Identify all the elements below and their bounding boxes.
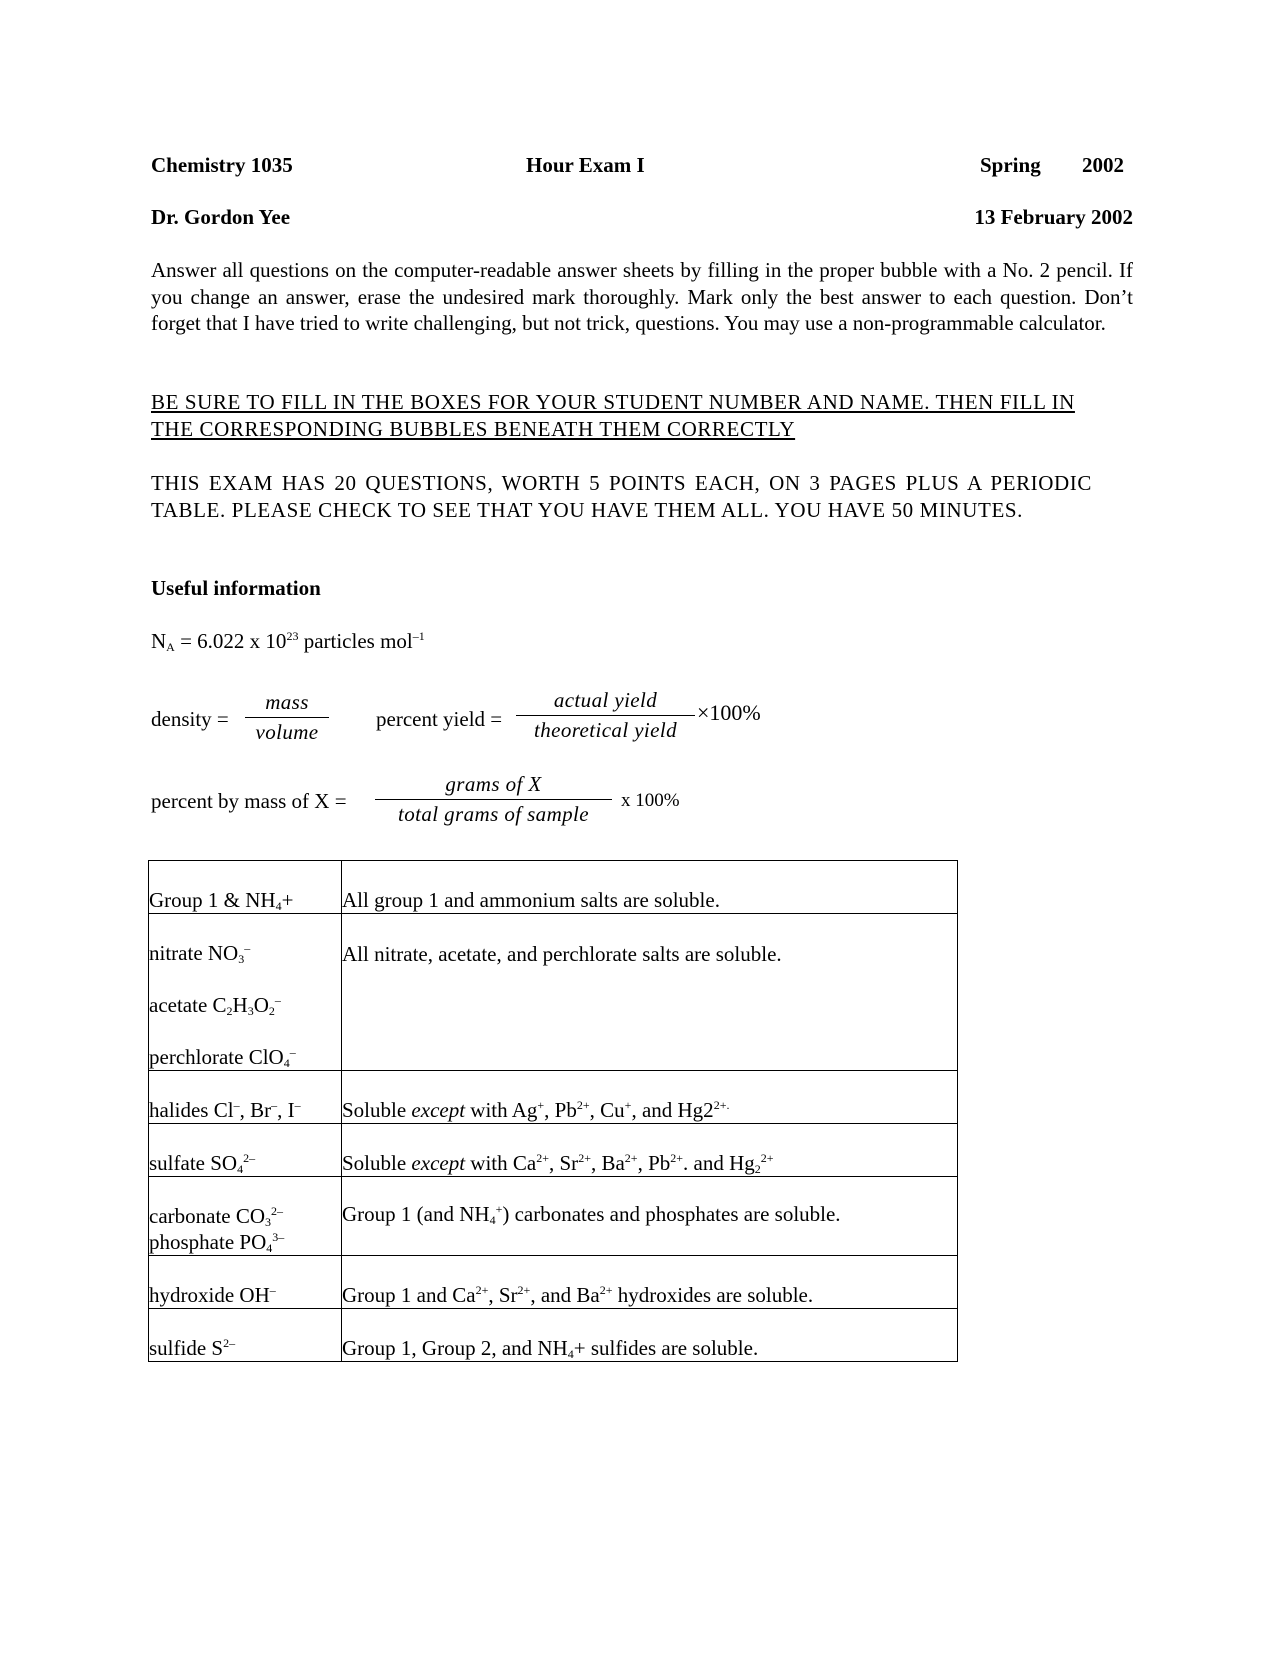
percent-mass-denominator: total grams of sample [398,802,589,826]
exam-length-notice: THIS EXAM HAS 20 QUESTIONS, WORTH 5 POINTS EACH, ON 3 PAGES PLUS A PERIODIC TABLE. PLEASE CHECK TO SEE THAT YOU HAVE THEM ALL. YOU HAVE 50 MINUTES. [151,471,1092,522]
ion-cell [149,861,342,914]
rule-text: Group 1 (and $NH_4^+$) carbonates and phosphates are soluble. [342,1202,841,1227]
rule-text: All group 1 and ammonium salts are soluble. [342,888,720,912]
avogadro-constant [151,628,425,654]
exam-page [151,0,1133,1656]
rule-text: All nitrate, acetate, and perchlorate salts are soluble. [342,942,782,966]
solubility-table [148,860,958,1362]
table-row [149,1071,958,1124]
rule-text: Soluble except with Ag+, $Pb^{2+}$, Cu+, and $Hg2^{2+.}$ [342,1098,730,1122]
table-row [149,861,958,914]
term-year: 2002 [1082,153,1124,177]
table-row [149,1256,958,1309]
density-denominator: volume [255,720,319,744]
table-row [149,914,958,1071]
percent-mass-fraction [375,772,612,826]
ion-label: phosphate $PO_4^{3-}$ [149,1230,285,1255]
exam-title: Hour Exam I [526,153,645,177]
fraction-bar [375,799,612,800]
rule-cell [342,861,958,914]
table-row [149,1124,958,1177]
student-info-notice: BE SURE TO FILL IN THE BOXES FOR YOUR STUDENT NUMBER AND NAME. THEN FILL IN THE CORRESPONDING BUBBLES BENEATH THEM CORRECTLY [151,390,1075,441]
ion-cell [149,1177,342,1256]
ion-label: hydroxide OH– [149,1283,276,1307]
ion-label: Group 1 & $NH_4+$ [149,888,294,913]
ion-label: halides Cl–, Br–, I– [149,1098,301,1122]
density-numerator: mass [265,690,309,714]
avogadro-symbol: N [151,629,167,653]
instructions-paragraph: Answer all questions on the computer-readable answer sheets by filling in the proper bubble with a No. 2 pencil. If you change an answer, erase the undesired mark thoroughly. Mark only the best answer to each question. Don’t forget that I have tried to write challenging, but not trick, questions. You may use a non-programmable calculator. [151,258,1133,335]
ion-label: carbonate $CO_3^{2-}$ [149,1204,284,1229]
percent-yield-numerator: actual yield [553,688,658,712]
density-fraction [245,690,329,744]
exam-date: 13 February 2002 [974,205,1133,229]
percent-yield-label: percent yield = [376,707,503,731]
avogadro-exponent: 23 [286,629,299,643]
table-row [149,1309,958,1362]
ion-cell [149,914,342,1071]
ion-label: nitrate $NO_3^-$ [149,941,251,966]
ion-cell [149,1309,342,1362]
fraction-bar [245,717,329,718]
ion-cell [149,1256,342,1309]
percent-yield-suffix: ×100% [697,700,761,725]
rule-cell [342,1256,958,1309]
ion-label: sulfide $S^{2-}$ [149,1336,236,1360]
term-season: Spring [980,153,1041,177]
ion-cell [149,1071,342,1124]
useful-info-heading: Useful information [151,576,321,600]
rule-text: Soluble except with $Ca^{2+}$, $Sr^{2+}$, $Ba^{2+}$, $Pb^{2+}$. and $Hg_2^{2+}$ [342,1151,774,1176]
ion-label: acetate $C_2H_3O_2^-$ [149,993,281,1018]
percent-yield-fraction [516,688,695,742]
instructor-name: Dr. Gordon Yee [151,205,291,229]
ion-label: sulfate $SO_4^{2-}$ [149,1151,256,1176]
course-title: Chemistry 1035 [151,153,293,177]
table-row [149,1177,958,1256]
rule-cell [342,1071,958,1124]
ion-cell [149,1124,342,1177]
percent-mass-label: percent by mass of X = [151,789,347,813]
rule-text: Group 1, Group 2, and $NH_4+$ sulfides are soluble. [342,1336,759,1361]
rule-cell [342,1309,958,1362]
rule-cell [342,1177,958,1256]
fraction-bar [516,715,695,716]
percent-yield-denominator: theoretical yield [533,718,678,742]
ion-label: perchlorate ClO$_4$– [149,1045,296,1070]
density-label: density = [151,707,229,731]
avogadro-subscript: A [166,640,175,654]
rule-text: Group 1 and $Ca^{2+}$, $Sr^{2+}$, and $Ba^{2+}$ hydroxides are soluble. [342,1283,814,1307]
rule-cell [342,914,958,1071]
rule-cell [342,1124,958,1177]
percent-mass-numerator: grams of X [445,772,542,796]
avogadro-value: = 6.022 x 10 [174,629,287,653]
avogadro-unit-exponent: –1 [412,629,425,643]
percent-mass-suffix: x 100% [621,790,680,811]
avogadro-unit: particles mol [298,629,413,653]
